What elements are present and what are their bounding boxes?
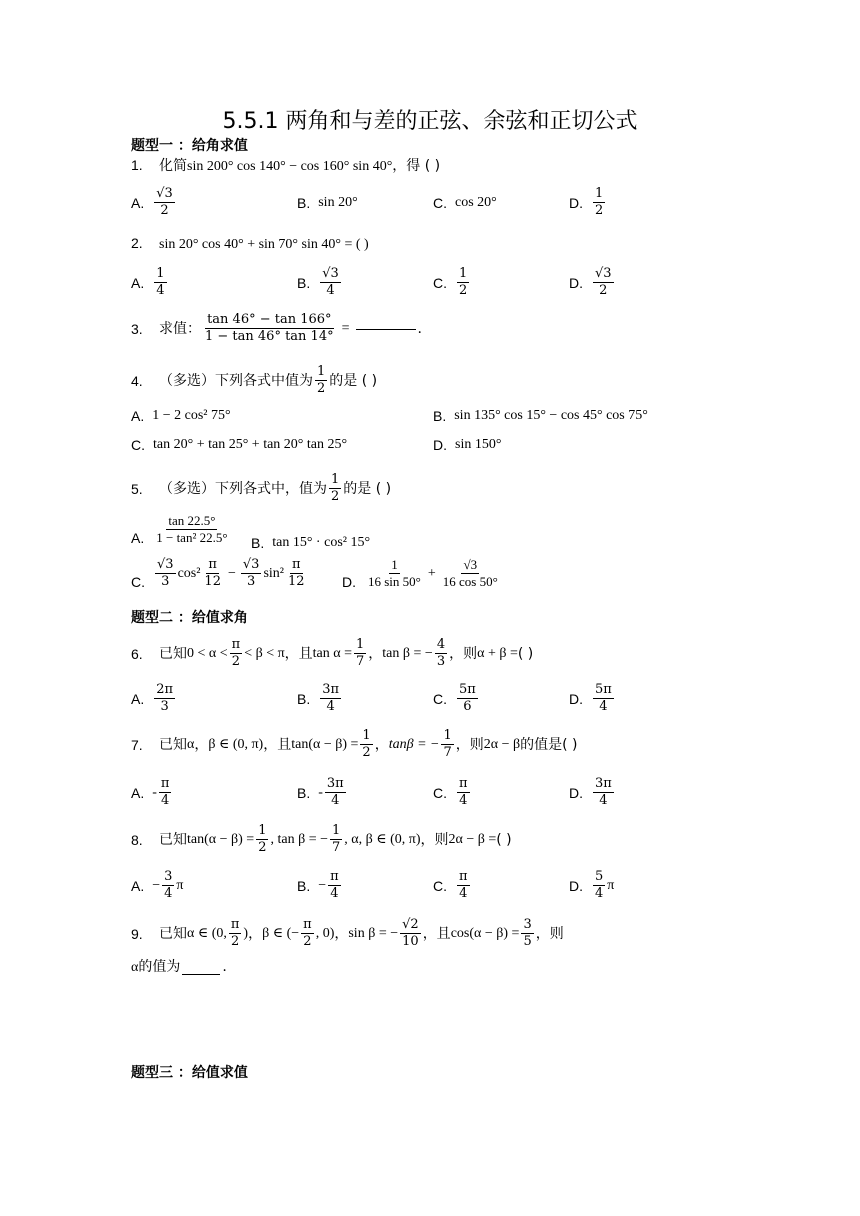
q4-option-a[interactable] [131,408,231,424]
question-6 [131,637,533,670]
option-math: - [152,784,157,800]
option-math: - [318,784,323,800]
fraction [593,186,605,219]
q2-option-a[interactable] [131,266,169,299]
question-number: 5. [131,480,143,497]
numerator: tan 22.5° [168,513,216,528]
q4-option-c[interactable] [131,437,347,453]
denominator: 4 [599,793,608,808]
fraction [360,728,372,761]
question-number: 1. [131,157,143,173]
question-2 [131,232,369,256]
question-text: ，则 [449,645,478,662]
numerator: 5π [595,682,612,697]
denominator: 2 [258,840,267,855]
question-text: ， [194,736,209,753]
option-label: C. [433,274,447,291]
fraction [202,557,223,590]
option-label: D. [569,877,583,894]
denominator: 2 [362,745,371,760]
question-text: 已知 [159,645,187,662]
option-label: B. [297,274,311,291]
denominator: 4 [161,793,170,808]
denominator: 7 [356,654,365,669]
question-text: 求值： [159,320,201,337]
question-text: ( ) [496,831,512,848]
numerator: √3 [322,266,339,281]
q5-option-c[interactable] [131,557,309,590]
option-label: A. [131,194,145,211]
denominator: 4 [326,283,335,298]
fraction [354,637,366,670]
question-number: 8. [131,831,143,848]
question-math: tan(α − β) = [291,736,359,752]
q8-option-a[interactable] [131,869,184,902]
option-label: A. [131,877,145,894]
question-math: sin 20° cos 40° + sin 70° sin 40° = ( ) [159,237,369,252]
numerator: π [330,869,339,884]
question-math: tanβ = − [388,736,440,752]
question-text: ( ) [517,645,534,662]
numerator: 3π [595,776,612,791]
option-label: A. [131,530,145,546]
fraction [159,776,172,809]
option-math: sin 150° [455,437,502,452]
question-math: α ∈ (0, [187,925,227,941]
numerator: tan 46° − tan 166° [207,312,332,327]
denominator: 16 cos 50° [442,574,498,589]
q8-option-b[interactable] [297,869,343,902]
question-number: 9. [131,925,143,942]
q5-option-b[interactable] [251,535,370,551]
question-math: < β < π [244,645,285,661]
section-heading-1: 题型一 ：给角求值 [131,138,248,154]
option-math: tan 15° · cos² 15° [272,535,371,550]
question-number: 2. [131,235,143,251]
option-label: A. [131,408,145,424]
question-number: 7. [131,736,143,753]
question-5 [131,472,391,505]
q5-option-d[interactable] [342,557,502,590]
numerator: 2π [156,682,174,697]
question-1 [131,154,440,178]
question-number: 4. [131,372,143,389]
denominator: 3 [436,654,446,669]
numerator: 3 [164,869,173,884]
question-3 [131,312,422,345]
numerator: π [160,776,170,791]
denominator: 6 [463,699,472,714]
period: . [417,320,422,337]
q1-option-d[interactable] [569,186,607,219]
numerator: π [230,917,240,932]
q6-option-b[interactable] [297,682,343,715]
numerator: 1 [317,364,326,379]
denominator: 2 [595,203,604,218]
numerator: 1 [332,823,341,838]
option-label: C. [131,574,145,590]
denominator: 2 [160,203,169,218]
denominator: 2 [317,381,326,396]
fraction [457,776,470,809]
option-label: D. [569,274,583,291]
question-math: ) [243,925,249,941]
numerator: 1 [258,823,267,838]
denominator: 2 [331,489,340,504]
denominator: 2 [303,934,312,949]
answer-blank[interactable] [356,328,416,330]
q7-option-a[interactable] [131,776,173,809]
numerator: 5π [459,682,476,697]
option-math: sin² [263,565,284,581]
q6-option-d[interactable] [569,682,616,715]
fraction [286,557,307,590]
fraction [457,682,478,715]
question-text: ，则 [535,925,564,942]
equals-sign: = [341,320,350,336]
question-math: , tan β = − [270,831,328,847]
option-label: B. [433,408,447,424]
question-text: 已知 [159,925,187,942]
option-label: D. [433,437,447,453]
fraction [320,266,341,299]
q2-option-c[interactable] [433,266,471,299]
numerator: 1 [443,728,452,743]
numerator: 1 [391,557,398,572]
page-title: 5.5.1 两角和与差的正弦、余弦和正切公式 [222,109,638,134]
fraction [441,728,453,761]
question-9 [131,917,564,950]
fraction [155,557,176,590]
fraction [301,917,314,950]
option-label: B. [297,195,311,211]
option-label: B. [297,690,311,707]
numerator: √3 [595,266,612,281]
question-math: 0 < α < [187,645,228,661]
option-math: − [318,877,327,893]
question-text: ，且 [284,645,313,662]
q1-option-b[interactable] [297,195,358,211]
option-label: A. [131,784,145,801]
option-label: A. [131,274,145,291]
fraction [593,869,605,902]
option-label: B. [297,784,311,801]
numerator: 3π [322,682,340,697]
denominator: 10 [402,934,419,949]
question-text: ， [368,645,383,662]
option-math: sin 135° cos 15° − cos 45° cos 75° [454,408,648,423]
fraction [457,869,470,902]
question-text: 的是 ( ) [343,480,392,497]
question-text: （多选）下列各式中，值为 [159,480,327,497]
numerator: 4 [436,637,446,652]
fraction [320,682,341,715]
question-math: cos(α − β) = [450,925,520,941]
denominator: 4 [599,699,608,714]
denominator: 3 [161,574,170,589]
option-math: − [227,565,236,581]
question-math: tan α = [312,645,353,661]
denominator: 4 [164,886,173,901]
denominator: 2 [599,283,608,298]
q6-option-c[interactable] [433,682,480,715]
numerator: 1 [459,266,468,281]
question-number: 6. [131,645,143,662]
fraction [593,266,614,299]
option-label: C. [433,195,447,211]
fraction [593,776,614,809]
numerator: π [291,557,301,572]
question-math: tan(α − β) = [187,831,255,847]
option-label: C. [131,437,145,453]
question-text: 化简 [159,158,187,174]
question-4 [131,364,377,397]
question-math: β ∈ (− [262,925,300,941]
numerator: √3 [156,186,173,201]
fraction [315,364,327,397]
numerator: 1 [331,472,340,487]
question-math: α [131,960,139,975]
fraction [457,266,469,299]
option-math: + [427,565,436,581]
denominator: 3 [247,574,256,589]
denominator: 1 − tan² 22.5° [156,530,228,545]
fraction [241,557,262,590]
question-math: α [187,736,195,752]
option-label: C. [433,877,447,894]
question-text: 的是 ( ) [329,372,378,389]
option-math: sin 20° [318,195,358,210]
option-label: C. [433,784,447,801]
denominator: 1 − tan 46° tan 14° [205,329,334,344]
denominator: 12 [204,574,221,589]
fraction [154,266,166,299]
fraction [154,682,175,715]
option-math: cos 20° [455,195,497,210]
numerator: √3 [242,557,260,572]
fraction [441,557,500,590]
option-math: cos² [177,565,201,581]
denominator: 4 [459,793,468,808]
numerator: 5 [595,869,604,884]
question-7 [131,728,577,761]
q6-option-a[interactable] [131,682,177,715]
numerator: 1 [156,266,165,281]
denominator: 2 [231,654,241,669]
question-math: 2α − β [483,736,521,752]
numerator: 1 [356,637,365,652]
question-math: sin 200° cos 140° − cos 160° sin 40° [187,159,393,174]
denominator: 7 [443,745,452,760]
numerator: 1 [595,186,604,201]
q8-option-d[interactable] [569,869,614,902]
fraction [162,869,174,902]
period: . [222,959,227,975]
question-text: 的值是( ) [520,736,578,753]
question-text: ， [374,736,389,753]
option-label: D. [569,690,583,707]
q7-option-d[interactable] [569,776,616,809]
option-math: π [176,877,184,893]
numerator: 3π [326,776,344,791]
numerator: √2 [402,917,419,932]
numerator: 1 [362,728,371,743]
fraction [330,823,342,856]
fraction [325,776,346,809]
fraction [154,186,175,219]
question-text: ， [248,925,263,942]
numerator: π [208,557,217,572]
denominator: 5 [523,934,532,949]
question-text: 的值为 [138,959,181,975]
denominator: 12 [287,574,305,589]
question-math: 2α − β = [448,831,497,847]
q8-option-c[interactable] [433,869,472,902]
numerator: π [231,637,241,652]
question-text: 已知 [159,736,187,753]
numerator: 3 [523,917,532,932]
q1-option-c[interactable] [433,195,497,211]
fraction [328,869,341,902]
fraction [329,472,341,505]
option-math: − [152,877,161,893]
option-label: C. [433,690,447,707]
section-heading-2: 题型二 ：给值求角 [131,610,248,626]
denominator: 3 [160,699,169,714]
fraction [229,917,242,950]
fraction [154,513,229,546]
option-label: D. [342,574,356,590]
q7-option-b[interactable] [297,776,348,809]
q5-option-a[interactable] [131,513,232,546]
question-text: ，且 [263,736,292,753]
question-text: ，且 [422,925,451,942]
question-math: , 0) [315,925,335,941]
option-label: B. [297,877,311,894]
q1-option-a[interactable] [131,186,177,219]
denominator: 2 [459,283,468,298]
option-math: tan 20° + tan 25° + tan 20° tan 25° [153,437,348,452]
fraction [230,637,243,670]
denominator: 4 [459,886,468,901]
numerator: π [459,776,468,791]
option-math: π [607,877,615,893]
question-9-line-2 [131,956,227,979]
section-heading-3: 题型三 ：给值求值 [131,1065,248,1081]
q4-option-b[interactable] [433,408,648,424]
question-math: β ∈ (0, π) [208,736,264,752]
denominator: 4 [326,699,335,714]
q2-option-d[interactable] [569,266,616,299]
fraction [521,917,533,950]
denominator: 7 [332,840,341,855]
option-math: 1 − 2 cos² 75° [152,408,231,423]
question-text: （多选）下列各式中值为 [159,372,313,389]
fraction [366,557,423,590]
question-text: ，则 [420,831,449,848]
option-label: A. [131,690,145,707]
question-number: 3. [131,320,143,337]
fraction [593,682,614,715]
question-math: , α, β ∈ (0, π) [344,831,421,847]
option-label: B. [251,535,265,551]
q4-option-d[interactable] [433,437,501,453]
fraction [203,312,336,345]
option-label: D. [569,784,583,801]
denominator: 4 [330,886,339,901]
question-math: tan β = − [382,645,433,661]
numerator: π [303,917,312,932]
question-math: sin β = − [348,925,399,941]
q7-option-c[interactable] [433,776,472,809]
numerator: √3 [157,557,174,572]
fraction [400,917,421,950]
question-math: α + β = [477,645,518,661]
numerator: √3 [463,557,478,572]
denominator: 2 [231,934,240,949]
question-text: ，得 ( ) [392,158,441,174]
question-text: ， [334,925,349,942]
question-text: ，则 [455,736,484,753]
answer-blank[interactable] [182,973,220,975]
q2-option-b[interactable] [297,266,343,299]
option-label: D. [569,194,583,211]
question-text: 已知 [159,831,187,848]
denominator: 16 sin 50° [368,574,421,589]
fraction [256,823,268,856]
denominator: 4 [331,793,340,808]
question-8 [131,823,512,856]
denominator: 4 [156,283,165,298]
numerator: π [459,869,468,884]
denominator: 4 [595,886,604,901]
fraction [435,637,447,670]
